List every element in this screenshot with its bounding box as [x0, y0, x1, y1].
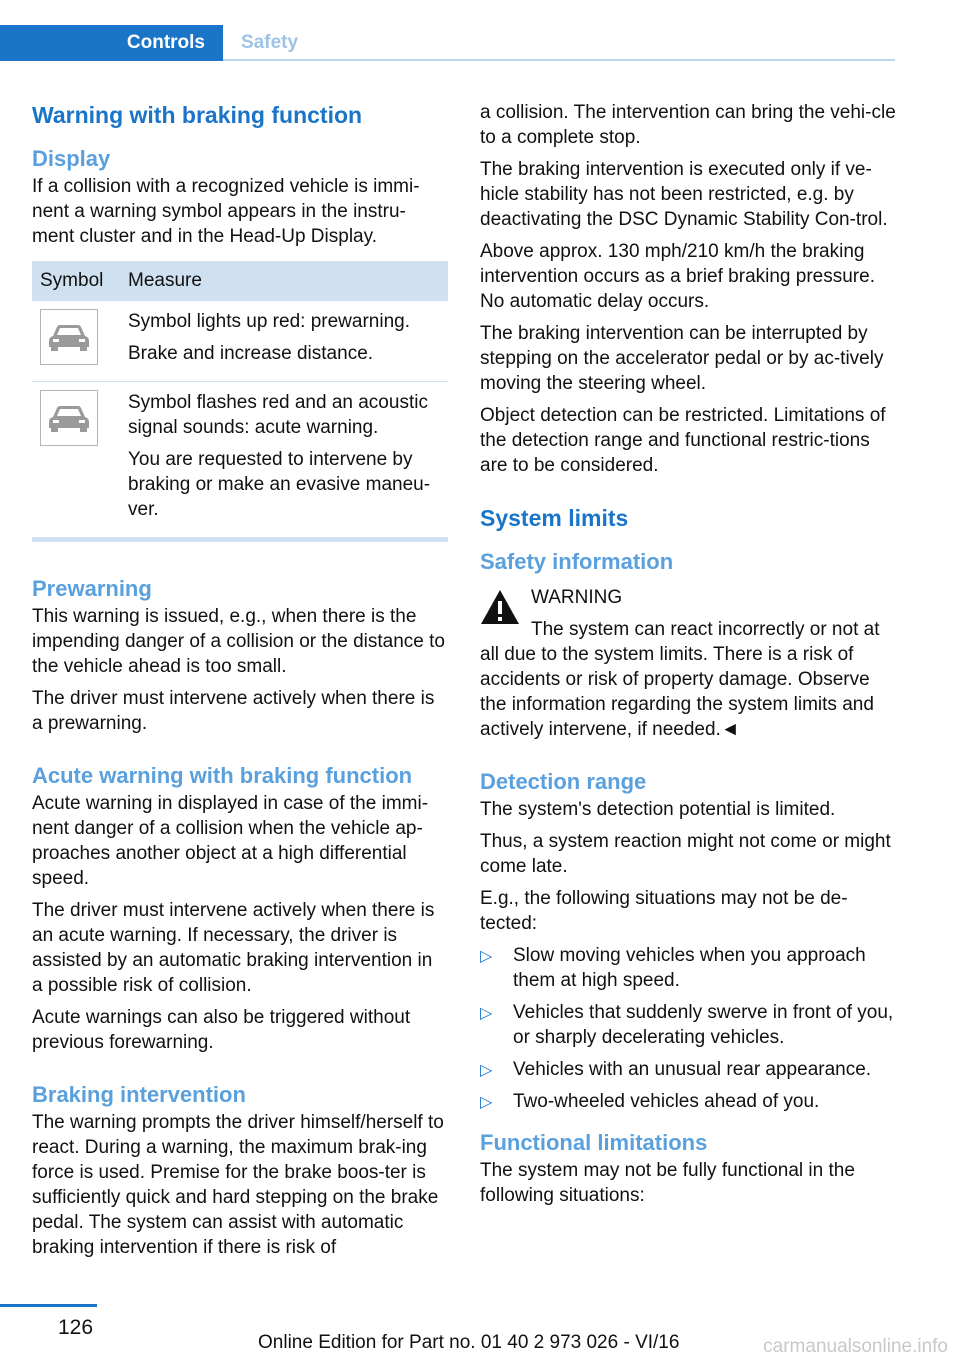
footer-rule — [0, 1304, 97, 1307]
para-continued: a collision. The intervention can bring the vehi-cle to a complete stop. — [480, 102, 896, 148]
car-icon — [40, 390, 98, 446]
symbol-cell — [32, 382, 120, 540]
para-prewarning-2: The driver must intervene actively when there is a prewarning. — [32, 688, 435, 734]
warning-text: The system can react incorrectly or not at all due to the system limits. There is a risk of accidents or risk of property damage. Observe the information regarding the system limits and actively intervene, if needed.◄ — [480, 619, 880, 740]
table-row — [32, 382, 448, 540]
triangle-bullet-icon: ▷ — [480, 948, 493, 965]
heading-warning-braking: Warning with braking function — [32, 102, 363, 128]
header-rule — [223, 59, 895, 61]
para-object-detection: Object detection can be restricted. Limitations of the detection range and functional restric-tions are to be considered. — [480, 405, 886, 476]
edition-note: Online Edition for Part no. 01 40 2 973 026 - VI/16 — [258, 1332, 680, 1353]
heading-system-limits: System limits — [480, 505, 629, 531]
symbol-cell — [32, 301, 120, 382]
right-column — [480, 100, 896, 1215]
measure-cell — [120, 301, 448, 382]
para-detection-3: E.g., the following situations may not be de-tected: — [480, 888, 848, 934]
warning-triangle-icon — [480, 589, 520, 625]
measure-cell — [120, 382, 448, 540]
heading-braking-intervention: Braking intervention — [32, 1082, 246, 1107]
para-acute-1: Acute warning in displayed in case of the immi-nent danger of a collision when the vehicle ap-proaches another object at a high differential speed. — [32, 793, 429, 889]
list-item: ▷ Two-wheeled vehicles ahead of you. — [480, 1089, 896, 1114]
para-functional: The system may not be fully functional in the following situations: — [480, 1160, 855, 1206]
heading-prewarning: Prewarning — [32, 576, 152, 601]
triangle-bullet-icon: ▷ — [480, 1005, 493, 1022]
list-item: ▷ Vehicles that suddenly swerve in front of you, or sharply decelerating vehicles. — [480, 1002, 894, 1048]
heading-acute-warning: Acute warning with braking function — [32, 763, 413, 788]
measure-line: You are requested to intervene by braking or make an evasive maneu-ver. — [128, 449, 431, 520]
measure-line: Symbol lights up red: prewarning. — [128, 311, 410, 332]
watermark: carmanualsonline.info — [763, 1336, 948, 1357]
heading-safety-information: Safety information — [480, 549, 674, 574]
triangle-bullet-icon: ▷ — [480, 1062, 493, 1079]
list-item: ▷ Slow moving vehicles when you approach them at high speed. — [480, 945, 866, 991]
tab-safety[interactable]: Safety — [241, 32, 299, 53]
heading-display: Display — [32, 146, 111, 171]
measure-line: Brake and increase distance. — [128, 343, 374, 364]
para-prewarning-1: This warning is issued, e.g., when there is the impending danger of a collision or the distance to the vehicle ahead is too small. — [32, 606, 445, 677]
table-row — [32, 301, 448, 382]
undetected-situations-list — [480, 943, 896, 1114]
measure-line: Symbol flashes red and an acoustic signal sounds: acute warning. — [128, 392, 428, 438]
heading-detection-range: Detection range — [480, 769, 647, 794]
para-dsc: The braking intervention is executed only if ve-hicle stability has not been restricted, e.g. by deactivating the DSC Dynamic Stability Con-trol. — [480, 159, 888, 230]
warning-block — [480, 585, 896, 742]
car-icon — [40, 309, 98, 365]
para-detection-2: Thus, a system reaction might not come or might come late. — [480, 831, 891, 877]
para-acute-2: The driver must intervene actively when there is an acute warning. If necessary, the driver is assisted by an automatic braking intervention in a possible risk of collision. — [32, 900, 435, 996]
header-tabs — [0, 25, 895, 61]
heading-functional-limitations: Functional limitations — [480, 1130, 708, 1155]
para-speed: Above approx. 130 mph/210 km/h the braking intervention occurs as a brief braking pressure. No automatic delay occurs. — [480, 241, 875, 312]
para-interrupt: The braking intervention can be interrupted by stepping on the accelerator pedal or by ac-tively moving the steering wheel. — [480, 323, 884, 394]
para-acute-3: Acute warnings can also be triggered without previous forewarning. — [32, 1007, 411, 1053]
col-header-measure: Measure — [120, 261, 448, 301]
triangle-bullet-icon: ▷ — [480, 1094, 493, 1111]
para-braking-1: The warning prompts the driver himself/herself to react. During a warning, the maximum brak-ing force is used. Premise for the brake boos-ter is sufficiently quick and hard stepping on the brake pedal. The system can assist with automatic braking intervention if there is risk of — [32, 1112, 444, 1258]
symbol-table — [32, 261, 448, 542]
list-item: ▷ Vehicles with an unusual rear appearance. — [480, 1057, 896, 1082]
tab-controls[interactable]: Controls — [0, 25, 223, 61]
left-column — [32, 100, 448, 1267]
para-detection-1: The system's detection potential is limited. — [480, 799, 836, 820]
para-display: If a collision with a recognized vehicle is immi-nent a warning symbol appears in the instru-ment cluster and in the Head-Up Display. — [32, 176, 420, 247]
col-header-symbol: Symbol — [32, 261, 120, 301]
page-number: 126 — [58, 1316, 94, 1339]
warning-title: WARNING — [531, 587, 623, 608]
